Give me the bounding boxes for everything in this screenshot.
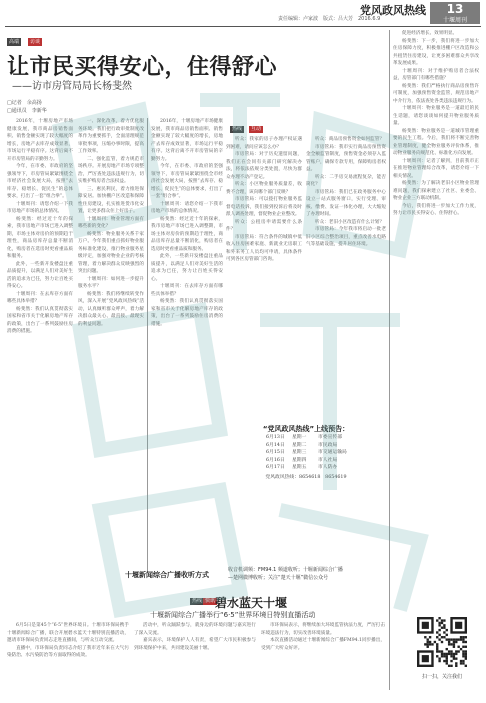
paragraph: 市房管局：对于历史遗留问题，我们正在会同有关部门研究解决办法，将依法依规分类处置，尽快为群众办理不动产登记。 bbox=[226, 152, 302, 180]
left-column-1 bbox=[7, 118, 73, 573]
paragraph: 听众：二手房交易流程复杂，能否简化？ bbox=[306, 174, 386, 187]
paragraph: 十堰周刊：物业服务是一道最近的民生话题，请您谈谈如何提升物业服务质量。 bbox=[393, 106, 479, 126]
paragraph: 促进经济增长、效果明显。 bbox=[402, 31, 458, 36]
paragraph: 今后，我们将进一步加大工作力度，努力让市民买得安心、住得舒心。 bbox=[393, 203, 479, 216]
qr-code-icon[interactable] bbox=[417, 612, 467, 672]
schedule-cell: 市人社局 bbox=[318, 457, 338, 463]
schedule-row bbox=[226, 457, 386, 465]
schedule-row bbox=[226, 449, 386, 457]
paragraph: 此外，一些新开发楼盘注重品质提升，以满足人们对美好生活的追求为已任，努力让百姓买得安心。 bbox=[7, 261, 73, 289]
schedule-cell: 星期三 bbox=[292, 450, 307, 455]
paragraph: 6月5日是第45个“6·5”世界环境日。十堰市环保局携手十堰新闻综合广播，联合开展碧水蓝天十堰特别直播活动，邀请市环保局负责同志走进直播间，与听众互动交流。 bbox=[7, 623, 129, 643]
right-column-divider bbox=[389, 30, 390, 690]
schedule-cell: 市人防办 bbox=[318, 465, 338, 470]
hotline-numbers: 党风政风热线：8654618 8654619 bbox=[265, 474, 347, 480]
main-subheadline: ——访市房管局局长杨斐然 bbox=[12, 81, 132, 92]
paragraph: 本次直播活动通过十堰新闻综合广播FM94.1同步播出，受到广大听众好评。 bbox=[261, 638, 385, 651]
header-rule bbox=[5, 26, 481, 27]
schedule-cell: 6月16日 bbox=[266, 457, 285, 463]
paragraph: 杨斐然：我们将继续转变作风，深入开展“党风政风热线”活动，认真倾听群众呼声，着力解决群众最关心、最直接、最现实的利益问题。 bbox=[78, 291, 144, 327]
paragraph: 杨斐然：我们认真贯彻落实国家和省市关于化解房地产库存的政策，出台了一系列鼓励住房消费的措施。 bbox=[151, 299, 223, 327]
paragraph: 市房管局：今年我市将启动一批老旧小区综合整治项目，重点改善水电路气等基础设施，提升居住环境。 bbox=[306, 227, 386, 247]
schedule-cell: 星期二 bbox=[292, 442, 307, 448]
paragraph: 十堰周刊：请您介绍一下我市房地产市场的总体情况。 bbox=[7, 201, 73, 214]
middle-column-2 bbox=[306, 136, 386, 421]
main-headline: 让市民买得安心，住得舒心 bbox=[7, 55, 278, 80]
schedule-cell: 星期一 bbox=[292, 435, 307, 440]
paragraph: 听众：我家的房子办理产权证遇到困难，请问应该怎么办？ bbox=[226, 137, 302, 150]
bottom-column-3 bbox=[261, 622, 385, 694]
paragraph: 十堰周刊：记者了解到，目前我市正在推进物业管理综合改革，请您介绍一下相关情况。 bbox=[393, 158, 479, 179]
schedule-cell: 6月17日 bbox=[266, 465, 285, 470]
paragraph: 杨斐然：我们认真贯彻落实国家和省市关于化解房地产库存的政策，出台了一系列鼓励住房消费的措施。 bbox=[7, 306, 73, 334]
schedule-cell: 市交通运输局 bbox=[318, 450, 347, 455]
bottom-subheadline: 十堰新闻综合广播举行“6·5”世界环境日特别直播活动 bbox=[150, 611, 316, 619]
paragraph: 十堰周刊：在去库存方面有哪些具体举措？ bbox=[151, 284, 223, 297]
schedule-cell: 星期五 bbox=[292, 465, 307, 470]
bottom-column-1 bbox=[7, 622, 129, 694]
article-tag-2: 访谈 bbox=[30, 39, 41, 45]
schedule-cell: 6月13日 bbox=[266, 435, 285, 440]
page-section: 十堰周刊 bbox=[442, 17, 467, 24]
schedule-cell: 6月15日 bbox=[266, 450, 285, 455]
schedule-cell: 星期四 bbox=[292, 457, 307, 463]
right-column bbox=[393, 30, 479, 605]
paragraph: 市房管局：我市实行商品房预售资金全额监管制度，预售资金必须存入监管账户，确保专款专用，保障购房者权益。 bbox=[306, 144, 386, 172]
middle-column-1 bbox=[226, 136, 302, 421]
schedule-rows bbox=[226, 434, 386, 472]
paragraph: 十堰周刊：在去库存方面有哪些具体举措？ bbox=[7, 291, 73, 304]
page-number: 13 bbox=[446, 2, 464, 16]
radio-line-2: —楚网微博收听；关注“楚天十堰”微信公众号 bbox=[228, 575, 329, 581]
schedule-row bbox=[226, 434, 386, 442]
paragraph: 嘉宾表示，环境保护人人有责，希望广大市民积极参与到环境保护中来，共同建设美丽十堰。 bbox=[134, 638, 256, 651]
paragraph: 十堰周刊：请您介绍一下我市房地产市场的总体情况。 bbox=[151, 201, 223, 214]
paragraph: 听众：公租房申请需要什么条件？ bbox=[226, 219, 302, 232]
byline-reporter: □记者 余高扬 bbox=[7, 100, 42, 106]
paragraph: 二、强化监管，着力规范市场秩序。开展房地产市场专项整治，严厉查处违法违规行为，切实维护购房者合法权益。 bbox=[78, 156, 144, 184]
schedule-cell: 6月14日 bbox=[266, 442, 285, 448]
section-title: 党风政风热线 bbox=[360, 4, 426, 17]
paragraph: 今年，在市委、市政府的坚强领导下，市房管局紧紧围绕全市经济社会发展大局，按照“去库存、稳增长、促民生”的总体要求，打出了一套“组合拳”。 bbox=[151, 164, 223, 199]
editor-line: 责任编辑：卢家波 版式：吕大芳 2016.6.9 bbox=[278, 16, 381, 22]
paragraph: 听众：小区物业服务质量差，收费不合理，该向哪个部门反映？ bbox=[226, 182, 302, 195]
center-column bbox=[151, 118, 223, 573]
paragraph: 杨斐然：我们严格执行商品房预售许可制度，加强预售资金监管，规范房地产中介行为，依法查处各类违法违规行为。 bbox=[393, 83, 479, 104]
paragraph: 活动中，听众踊跃参与，就身边的环境问题与嘉宾进行了深入交流。 bbox=[134, 623, 256, 636]
schedule-heading: “党风政风热线”上线预告： bbox=[262, 425, 350, 433]
paragraph: 直播中，市环保局负责同志介绍了我市近年来在大气污染防治、水污染防治等方面取得的成效。 bbox=[7, 645, 129, 658]
column-divider bbox=[147, 118, 148, 573]
qr-caption: 扫一扫，关注我们 bbox=[421, 674, 462, 680]
byline-correspondent: □通讯员 李新华 bbox=[7, 108, 47, 114]
bottom-column-2 bbox=[134, 622, 256, 694]
bylines bbox=[7, 99, 47, 115]
paragraph: 杨斐然：下一步，我们将进一步加大住房保障力度，积极推进棚户区改造和公共租赁住房建设，让更多困难群众共享改革发展成果。 bbox=[393, 38, 479, 66]
paragraph: 今年，在市委、市政府的坚强领导下，市房管局紧紧围绕全市经济社会发展大局，按照“去库存、稳增长、促民生”的总体要求，打出了一套“组合拳”。 bbox=[7, 164, 73, 199]
paragraph: 十堰周刊：对于维护购房者合法权益，房管部门有哪些措施？ bbox=[393, 68, 479, 81]
paragraph: 十堰周刊：如何进一步提升服务水平？ bbox=[78, 276, 144, 289]
middle-tag-2: 互动 bbox=[251, 126, 262, 132]
page-number-box bbox=[430, 2, 480, 24]
radio-line-1: 收音机调频：FM94.1 频道收听；十堰新闻综合广播 bbox=[228, 567, 343, 573]
paragraph: 2016年，十堰房地产市场健康发展，我市商品房销售面积、销售金额实现了较大幅度的增长，房地产去库存成效显著，市场运行平稳有序。这背后离不开市房管局的辛勤努力。 bbox=[7, 119, 73, 162]
hotline-schedule bbox=[226, 424, 386, 572]
paragraph: 市房管局：可以拨打物业服务监督电话投诉，我们接到投诉后将及时派人调查处理，督促物业企业整改。 bbox=[226, 197, 302, 217]
paragraph: 2016年，十堰房地产市场健康发展，我市商品房销售面积、销售金额实现了较大幅度的增长，房地产去库存成效显著，市场运行平稳有序。这背后离不开市房管局的辛勤努力。 bbox=[151, 119, 223, 162]
bottom-tag-1: 热线 bbox=[192, 598, 203, 604]
paragraph: 此外，一些新开发楼盘注重品质提升，以满足人们对美好生活的追求为已任，努力让百姓买得安心。 bbox=[151, 254, 223, 282]
schedule-cell: 市民政局 bbox=[318, 442, 338, 448]
bottom-tag-2: 快讯 bbox=[205, 598, 216, 604]
schedule-row bbox=[226, 464, 386, 472]
paragraph: 市房管局：符合条件的城镇中低收入住房困难家庭、新就业无房职工和外来务工人员均可申请，具体条件可到各区房管部门咨询。 bbox=[226, 234, 302, 262]
paragraph: 听众：老旧小区改造有什么计划？ bbox=[315, 219, 384, 225]
article-tag-1: 高端 bbox=[9, 39, 20, 45]
schedule-cell: 市委宣传部 bbox=[318, 435, 342, 440]
paragraph: 杨斐然：为了解决老旧小区物业管理难问题，我们探索建立了社区、业委会、物业企业三方联动机制。 bbox=[393, 181, 479, 201]
paragraph: 听众：商品房预售资金如何监管？ bbox=[315, 137, 384, 142]
schedule-row bbox=[226, 442, 386, 450]
left-column-2 bbox=[78, 118, 144, 573]
radio-caption: 十堰新闻综合广播收听方式 bbox=[125, 571, 209, 579]
paragraph: 一、深化改革，着力优化服务环境。我们把行政审批制度改革作为重要抓手，全面清理规范审批事项，压缩办事时限，提高工作效率。 bbox=[78, 119, 144, 154]
paragraph: 市环保局表示，将继续加大环境监管执法力度，严厉打击环境违法行为，切实改善环境质量。 bbox=[261, 623, 385, 636]
bottom-headline: 碧水蓝天十堰 bbox=[215, 596, 288, 610]
page-header bbox=[0, 0, 486, 26]
paragraph: 杨斐然：物业服务是一道城市管理重要的民生工程。今后，我们将不断完善物业管理制度，健全物业服务评价体系，推动物业服务向规范化、标准化方向发展。 bbox=[393, 128, 479, 156]
middle-tag-1: 热线 bbox=[232, 126, 243, 132]
paragraph: 杨斐然：物业服务关系千家万户。今年我们重点抓好物业服务标准化建设，推行物业服务星级评定，加强对物业企业的考核管理，着力解决群众反映强烈的突出问题。 bbox=[78, 231, 144, 274]
paragraph: 十堰周刊：物业管理方面有哪些新的变化？ bbox=[78, 216, 144, 229]
paragraph: 市房管局：我们已在政务服务中心设立一站式服务窗口，实行受理、审核、缴费、发证一体化办理，大大缩短了办理时间。 bbox=[306, 189, 386, 217]
paragraph: 杨斐然：经过近十年的探索，我市房地产市场已进入调整期，市场主体对房价的预期趋于理性，商品房库存总量不断消化，购房者在选房时更看重品质和服务。 bbox=[151, 216, 223, 252]
paragraph: 三、惠民利民，着力推进保障安居。加快棚户区改造和保障性住房建设，扎实推进货币化安置，让更多群众住上好房子。 bbox=[78, 186, 144, 214]
paragraph: 杨斐然：经过近十年的探索，我市房地产市场已进入调整期，市场主体对房价的预期趋于理性，商品房库存总量不断消化，购房者在选房时更看重品质和服务。 bbox=[7, 216, 73, 259]
